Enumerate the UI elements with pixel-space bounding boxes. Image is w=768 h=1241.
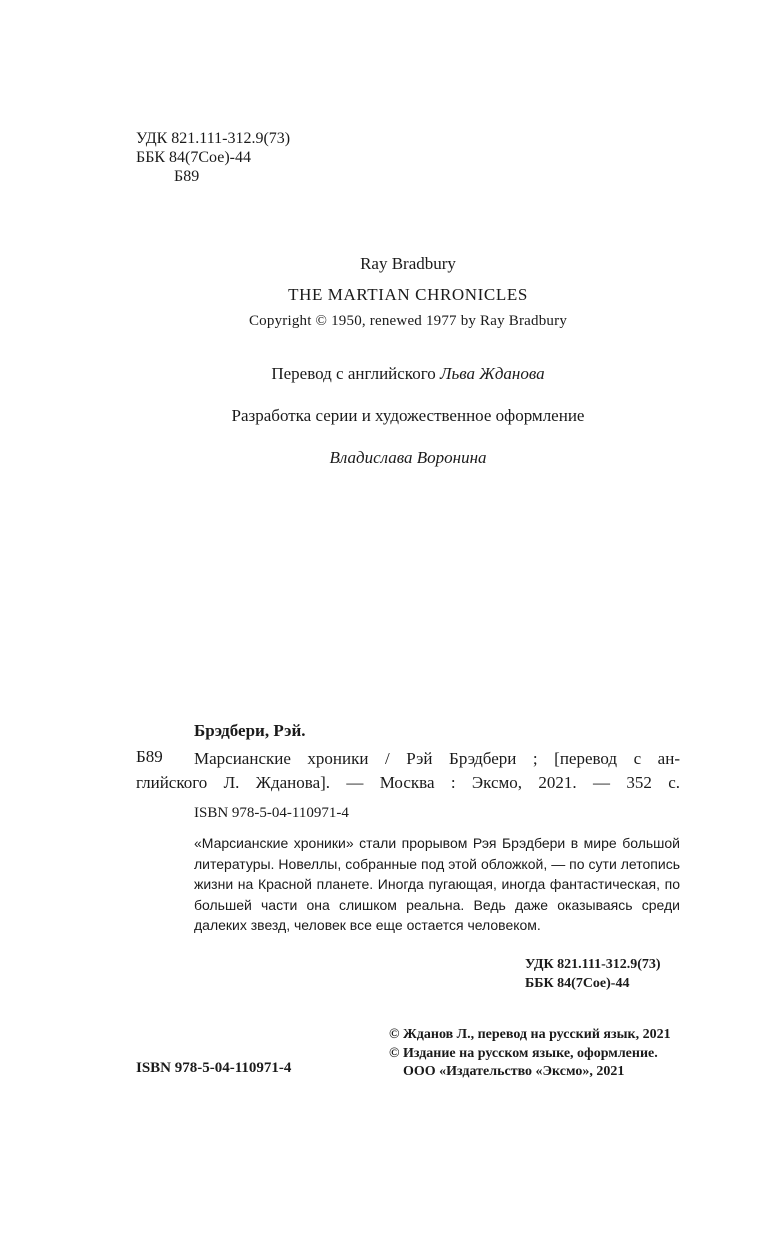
copyright-edition: © Издание на русском языке, оформление. — [389, 1045, 658, 1061]
designer-name: Владислава Воронина — [329, 448, 487, 467]
bottom-bbk: ББК 84(7Сое)-44 — [525, 976, 630, 991]
top-author-code: Б89 — [174, 168, 200, 185]
top-udk: УДК 821.111-312.9(73) — [136, 130, 291, 147]
card-description-line1: Марсианские хроники / Рэй Брэдбери ; [перевод с ан- — [194, 749, 680, 768]
copyright-translation: © Жданов Л., перевод на русский язык, 2021 — [389, 1027, 671, 1042]
bottom-classification — [525, 955, 661, 993]
translation-credit — [0, 364, 768, 384]
translation-prefix: Перевод с английского — [271, 364, 440, 383]
top-classification — [136, 129, 290, 186]
copyright-notices — [389, 1026, 671, 1082]
copyright-publisher: ООО «Издательство «Эксмо», 2021 — [403, 1064, 625, 1079]
annotation: «Марсианские хроники» стали прорывом Рэя Брэдбери в мире большой литературы. Новеллы, собранные под этой обложкой, — по сути летопись жизни на Красной планете. Иногда пугающая, иногда фантастическая, по большей части она слишком реальна. Ведь даже оказываясь среди далеких звезд, человек все еще остается человеком. — [194, 835, 680, 933]
bottom-udk: УДК 821.111-312.9(73) — [525, 957, 661, 972]
bottom-isbn: ISBN 978-5-04-110971-4 — [136, 1060, 292, 1076]
card-description-line2: глийского Л. Жданова]. — Москва : Эксмо, 2021. — 352 с. — [136, 773, 680, 792]
card-isbn: ISBN 978-5-04-110971-4 — [194, 805, 349, 821]
author-en: Ray Bradbury — [360, 254, 456, 273]
translator-name: Льва Жданова — [440, 364, 545, 383]
copyright-en: Copyright © 1950, renewed 1977 by Ray Bradbury — [248, 313, 568, 329]
title-en: THE MARTIAN CHRONICLES — [288, 285, 528, 304]
top-bbk: ББК 84(7Сое)-44 — [136, 149, 251, 166]
series-design-label: Разработка серии и художественное оформление — [231, 406, 585, 425]
card-author: Брэдбери, Рэй. — [194, 721, 306, 740]
card-code: Б89 — [136, 747, 163, 766]
